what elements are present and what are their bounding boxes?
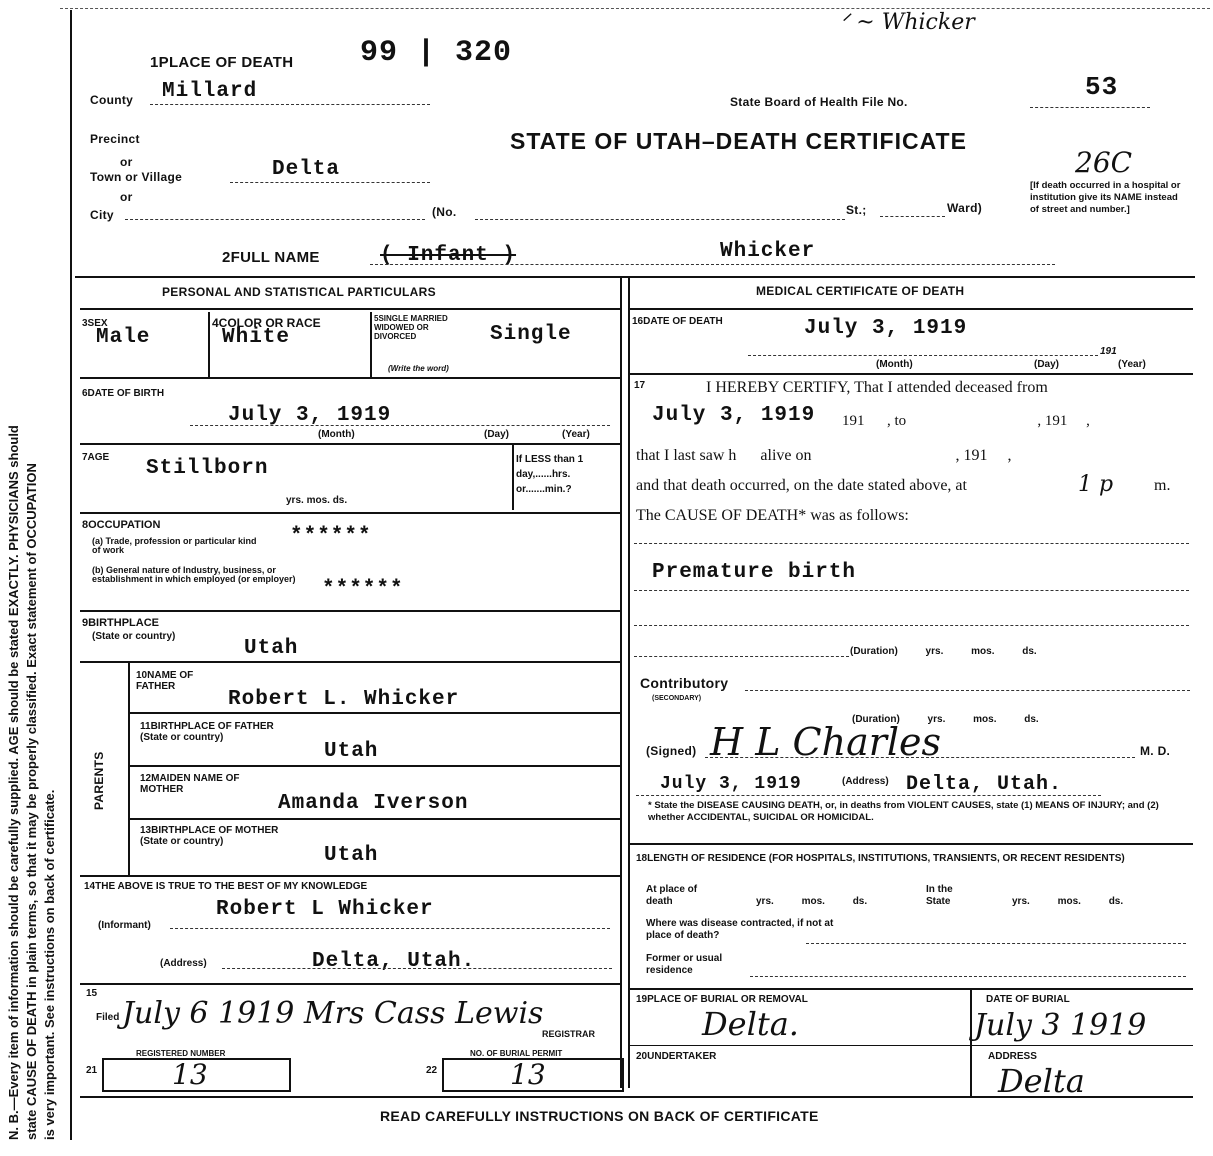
signature-address-value: Delta, Utah.: [906, 773, 1063, 796]
to-label: 191 , to , 191 ,: [842, 413, 1090, 429]
date-of-burial-label: DATE OF BURIAL: [986, 994, 1070, 1005]
st-label: St.;: [846, 203, 867, 217]
registered-number-label: REGISTERED NUMBER: [136, 1049, 226, 1058]
top-handwriting: ᐟ ~ Whicker: [840, 10, 975, 35]
state-board-label: State Board of Health File No.: [730, 95, 908, 109]
saw-text: that I last saw h alive on , 191 ,: [636, 447, 1012, 464]
birthplace-value: Utah: [244, 637, 299, 660]
color-label: 4COLOR OR RACE: [212, 316, 321, 330]
occupation-a-label: (a) Trade, profession or particular kind of work: [92, 536, 257, 555]
burial-permit-label: NO. OF BURIAL PERMIT: [470, 1049, 563, 1058]
signed-value: H L Charles: [710, 720, 942, 764]
informant-value: Robert L Whicker: [216, 898, 434, 921]
dod-year: (Year): [1118, 359, 1146, 370]
secondary-label: (SECONDARY): [652, 695, 702, 702]
side-instructions-line-3: is very important. See instructions on back of certificate.: [42, 789, 57, 1140]
contributory-label: Contributory: [640, 675, 729, 691]
occupation-a-value: ******: [290, 525, 372, 548]
handwritten-code: 26C: [1075, 146, 1133, 179]
parents-label: PARENTS: [92, 751, 106, 810]
duration-label-1: (Duration) yrs. mos. ds.: [850, 646, 1037, 657]
dob-label: 6DATE OF BIRTH: [82, 388, 165, 399]
certify-text: I HEREBY CERTIFY, That I attended deceased from: [706, 379, 1048, 396]
full-name-last: Whicker: [720, 240, 816, 263]
occupation-b-label: (b) General nature of Industry, business, or establishment in which employed (or employer): [92, 565, 296, 584]
or-label-1: or: [120, 155, 133, 169]
top-border: [60, 8, 1210, 9]
mother-birthplace-label: 13BIRTHPLACE OF MOTHER (State or country): [140, 825, 279, 847]
no-label: (No.: [432, 205, 457, 219]
sex-label: 3SEX: [82, 318, 108, 329]
burial-permit-value: 13: [510, 1058, 546, 1091]
side-instructions-line-1: N. B.—Every item of information should be carefully supplied. AGE should be stated EXACTLY. PHYSICIANS should: [6, 425, 21, 1140]
birthplace-sub: (State or country): [92, 631, 176, 642]
section-top-line: [75, 276, 1195, 278]
signature-address-label: (Address): [842, 776, 889, 787]
sex-value: Male: [96, 326, 151, 349]
dod-year-printed: 191: [1100, 346, 1117, 357]
contracted-label: Where was disease contracted, if not at place of death?: [646, 918, 834, 941]
address-label: (Address): [160, 958, 207, 969]
personal-header: PERSONAL AND STATISTICAL PARTICULARS: [162, 285, 436, 299]
registered-number-index: 21: [86, 1065, 98, 1076]
filed-number: 15: [86, 988, 98, 999]
cause-value: Premature birth: [652, 561, 857, 584]
date-of-death-label: 16DATE OF DEATH: [632, 316, 723, 327]
full-name-label: 2FULL NAME: [222, 249, 320, 266]
dod-day: (Day): [1034, 359, 1060, 370]
attended-from-value: July 3, 1919: [652, 404, 816, 427]
left-border: [70, 10, 72, 1140]
md-label: M. D.: [1140, 744, 1171, 758]
filed-value: July 6 1919 Mrs Cass Lewis: [122, 996, 544, 1031]
dod-month: (Month): [876, 359, 913, 370]
residence-label: 18LENGTH OF RESIDENCE (FOR HOSPITALS, INSTITUTIONS, TRANSIENTS, OR RECENT RESIDENTS): [636, 853, 1125, 864]
county-value: Millard: [162, 80, 258, 103]
medical-header: MEDICAL CERTIFICATE OF DEATH: [756, 284, 965, 298]
undertaker-address-value: Delta: [998, 1062, 1085, 1100]
occupation-b-value: ******: [322, 578, 404, 601]
m-label: m.: [1154, 477, 1171, 494]
marital-value: Single: [490, 323, 572, 346]
signed-label: (Signed): [646, 744, 697, 758]
age-value: Stillborn: [146, 457, 269, 480]
father-birthplace-label: 11BIRTHPLACE OF FATHER (State or country): [140, 721, 274, 743]
place-of-death-label: 1PLACE OF DEATH: [150, 54, 294, 71]
date-of-death-value: July 3, 1919: [804, 317, 968, 340]
burial-place-value: Delta.: [702, 1005, 799, 1043]
dob-year: (Year): [562, 429, 590, 440]
precinct-label: Precinct: [90, 132, 140, 146]
occurred-text: and that death occurred, on the date stated above, at: [636, 477, 967, 494]
father-birthplace-value: Utah: [324, 740, 379, 763]
at-place-units: yrs. mos. ds.: [756, 896, 868, 907]
or-label-2: or: [120, 190, 133, 204]
color-value: White: [222, 326, 291, 349]
certify-number: 17: [634, 380, 646, 391]
mother-label: 12MAIDEN NAME OF MOTHER: [140, 773, 240, 795]
mother-value: Amanda Iverson: [278, 792, 469, 815]
age-units: yrs. mos. ds.: [286, 495, 348, 506]
ward-label: Ward): [947, 201, 983, 215]
occupation-label: 8OCCUPATION: [82, 519, 161, 531]
in-state-units: yrs. mos. ds.: [1012, 896, 1124, 907]
file-stamp: 99 | 320: [360, 36, 513, 70]
state-board-value: 53: [1085, 72, 1119, 102]
disease-note: * State the DISEASE CAUSING DEATH, or, in deaths from VIOLENT CAUSES, state (1) MEANS OF INJURY; and (2) whether ACCIDENTAL, SUICIDAL OR HOMICIDAL.: [648, 800, 1159, 823]
marital-note: (Write the word): [388, 364, 449, 373]
burial-permit-index: 22: [426, 1065, 438, 1076]
dob-day: (Day): [484, 429, 510, 440]
signature-date: July 3, 1919: [660, 774, 802, 794]
father-label: 10NAME OF FATHER: [136, 670, 194, 692]
town-value: Delta: [272, 158, 341, 181]
in-state-label: In the State: [926, 884, 953, 907]
less-day-label: If LESS than 1 day,......hrs. or.......min.?: [516, 454, 584, 495]
county-label: County: [90, 93, 134, 107]
former-label: Former or usual residence: [646, 953, 723, 976]
age-label: 7AGE: [82, 452, 110, 463]
burial-place-label: 19PLACE OF BURIAL OR REMOVAL: [636, 994, 808, 1005]
marital-label: 5SINGLE MARRIED WIDOWED OR DIVORCED: [374, 314, 448, 341]
date-of-burial-value: July 3 1919: [974, 1008, 1147, 1043]
father-value: Robert L. Whicker: [228, 688, 460, 711]
birthplace-label: 9BIRTHPLACE: [82, 617, 160, 629]
registrar-label: REGISTRAR: [542, 1029, 596, 1039]
full-name-first: ( Infant ): [380, 244, 517, 267]
side-instructions-line-2: state CAUSE OF DEATH in plain terms, so that it may be properly classified. Exact statement of OCCUPATION: [24, 463, 39, 1140]
address-value: Delta, Utah.: [312, 950, 476, 973]
true-statement-label: 14THE ABOVE IS TRUE TO THE BEST OF MY KNOWLEDGE: [84, 881, 368, 892]
footer-instructions: READ CAREFULLY INSTRUCTIONS ON BACK OF CERTIFICATE: [380, 1108, 819, 1124]
at-place-label: At place of death: [646, 884, 698, 907]
dob-month: (Month): [318, 429, 355, 440]
undertaker-label: 20UNDERTAKER: [636, 1051, 717, 1062]
certificate-title: STATE OF UTAH–DEATH CERTIFICATE: [510, 128, 967, 154]
filed-label: Filed: [96, 1012, 120, 1023]
mother-birthplace-value: Utah: [324, 844, 379, 867]
town-label: Town or Village: [90, 170, 183, 184]
undertaker-address-label: ADDRESS: [988, 1051, 1037, 1062]
center-divider: [620, 278, 622, 1088]
time-value: 1 p: [1078, 472, 1114, 497]
city-label: City: [90, 208, 114, 222]
cause-label: The CAUSE OF DEATH* was as follows:: [636, 507, 909, 524]
duration-label-2: (Duration) yrs. mos. ds.: [852, 714, 1039, 725]
hospital-note: [If death occurred in a hospital or institution give its NAME instead of street and number.]: [1030, 180, 1181, 215]
informant-label: (Informant): [98, 920, 151, 931]
registered-number-value: 13: [172, 1058, 208, 1091]
dob-value: July 3, 1919: [228, 404, 392, 427]
